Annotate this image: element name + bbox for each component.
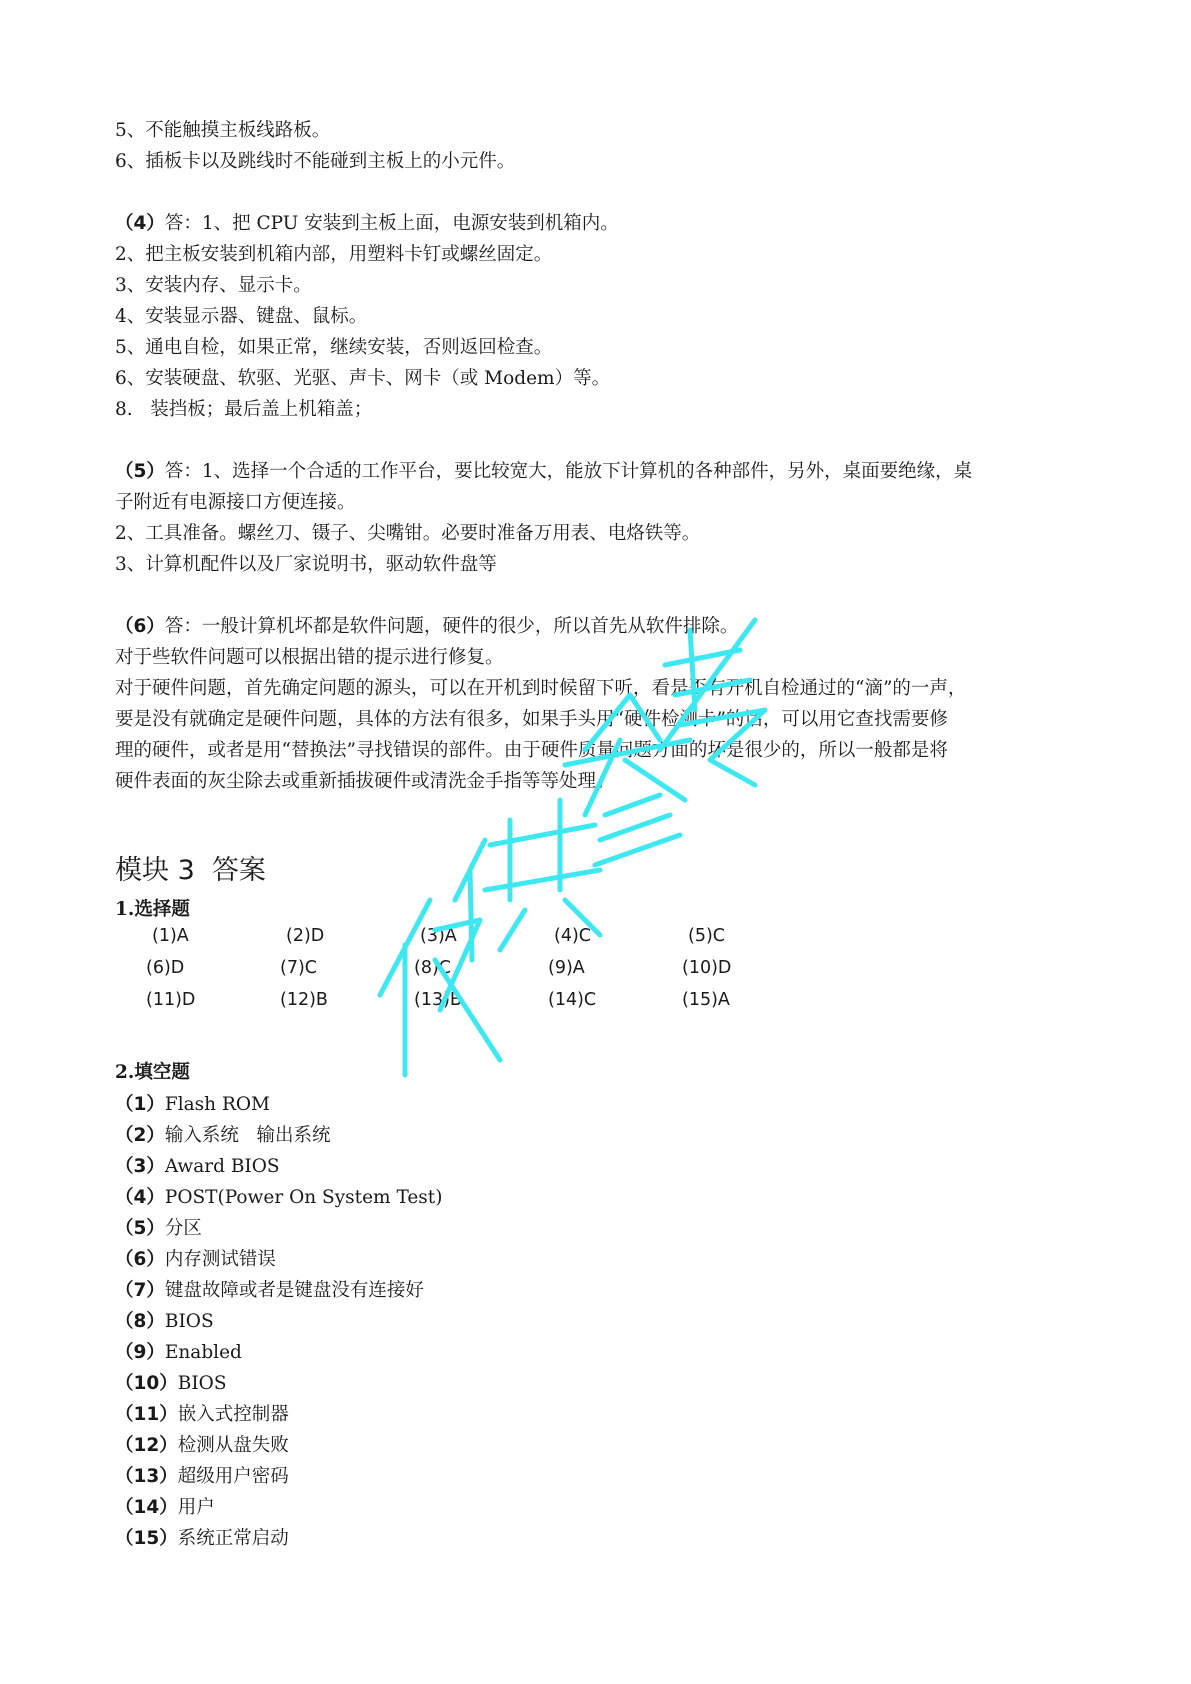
fill-answer (115, 1368, 1085, 1399)
module-title: 模块 3 答案 (115, 855, 266, 886)
fill-answer (115, 1430, 1085, 1461)
fill-number: （11） (115, 1404, 178, 1425)
text-line: 3、安装内存、显示卡。 (115, 275, 312, 296)
fill-answer (115, 1523, 1085, 1554)
choice-answer: (4)C (554, 926, 592, 946)
fill-number: （14） (115, 1497, 178, 1518)
text-line: 5、通电自检，如果正常，继续安装，否则返回检查。 (115, 337, 553, 358)
choice-answer: (13)B (414, 990, 462, 1010)
choice-answer: (2)D (286, 926, 325, 946)
fill-section-title: 2.填空题 (115, 1062, 190, 1083)
fill-number: （9） (115, 1342, 165, 1363)
answer-4-label: （4） (115, 213, 165, 234)
fill-text: 内存测试错误 (164, 1249, 276, 1270)
answer-5-text: 答：1、选择一个合适的工作平台，要比较宽大，能放下计算机的各种部件，另外，桌面要绝缘，桌 (164, 461, 973, 482)
fill-answer (115, 1182, 1085, 1213)
choice-answer: (15)A (682, 990, 730, 1010)
fill-answer (115, 1492, 1085, 1523)
text-line: 8. 装挡板；最后盖上机箱盖； (115, 399, 373, 420)
choice-answer: (8)C (414, 958, 452, 978)
fill-text: POST(Power On System Test) (164, 1187, 443, 1208)
text-line: 2、把主板安装到机箱内部，用塑料卡钉或螺丝固定。 (115, 244, 553, 265)
text-line: 对于些软件问题可以根据出错的提示进行修复。 (115, 647, 504, 668)
fill-text: 用户 (177, 1497, 215, 1518)
fill-answer (115, 1089, 1085, 1120)
text-line: 6、插板卡以及跳线时不能碰到主板上的小元件。 (115, 151, 516, 172)
fill-answer (115, 1151, 1085, 1182)
fill-number: （13） (115, 1466, 178, 1487)
fill-answer (115, 1337, 1085, 1368)
fill-text: BIOS (164, 1311, 214, 1332)
text-line: 4、安装显示器、键盘、鼠标。 (115, 306, 368, 327)
fill-number: （10） (115, 1373, 178, 1394)
fill-text: 系统正常启动 (177, 1528, 289, 1549)
choice-answer: (1)A (152, 926, 189, 946)
choice-answer: (14)C (548, 990, 597, 1010)
fill-answer (115, 1399, 1085, 1430)
fill-text: Flash ROM (164, 1094, 270, 1115)
text-line: 子附近有电源接口方便连接。 (115, 492, 356, 513)
answer-6-first-line (115, 611, 1085, 642)
choice-answer: (12)B (280, 990, 328, 1010)
fill-text: 键盘故障或者是键盘没有连接好 (164, 1280, 424, 1301)
choice-row-3 (146, 990, 766, 1010)
fill-text: 检测从盘失败 (177, 1435, 289, 1456)
choice-section-title: 1.选择题 (115, 899, 190, 920)
fill-answer (115, 1306, 1085, 1337)
fill-answer (115, 1275, 1085, 1306)
answer-4-first-line (115, 208, 1085, 239)
fill-answer (115, 1120, 1085, 1151)
text-line: 2、工具准备。螺丝刀、镊子、尖嘴钳。必要时准备万用表、电烙铁等。 (115, 523, 701, 544)
fill-number: （2） (115, 1125, 165, 1146)
choice-answer: (7)C (280, 958, 318, 978)
fill-text: 嵌入式控制器 (177, 1404, 289, 1425)
choice-answer: (11)D (146, 990, 196, 1010)
fill-text: Award BIOS (164, 1156, 280, 1177)
fill-number: （3） (115, 1156, 165, 1177)
fill-answer (115, 1244, 1085, 1275)
fill-number: （15） (115, 1528, 178, 1549)
choice-answer: (6)D (146, 958, 185, 978)
answer-4-text: 答：1、把 CPU 安装到主板上面，电源安装到机箱内。 (164, 213, 619, 234)
text-line: 5、不能触摸主板线路板。 (115, 120, 331, 141)
fill-text: Enabled (164, 1342, 242, 1363)
fill-number: （5） (115, 1218, 165, 1239)
fill-text: 超级用户密码 (177, 1466, 289, 1487)
choice-row-1 (152, 926, 772, 946)
answer-5-first-line (115, 456, 1085, 487)
answer-5-label: （5） (115, 461, 165, 482)
fill-answer (115, 1461, 1085, 1492)
answer-6-label: （6） (115, 616, 165, 637)
fill-number: （6） (115, 1249, 165, 1270)
fill-number: （8） (115, 1311, 165, 1332)
fill-number: （12） (115, 1435, 178, 1456)
choice-answer: (9)A (548, 958, 585, 978)
text-line: 6、安装硬盘、软驱、光驱、声卡、网卡（或 Modem）等。 (115, 368, 611, 389)
text-line: 要是没有就确定是硬件问题，具体的方法有很多，如果手头用“硬件检测卡”的话，可以用它查找需要修 (115, 709, 948, 730)
fill-number: （7） (115, 1280, 165, 1301)
text-line: 理的硬件，或者是用“替换法”寻找错误的部件。由于硬件质量问题方面的坏是很少的，所以一般都是将 (115, 740, 948, 761)
fill-number: （1） (115, 1094, 165, 1115)
fill-answer (115, 1213, 1085, 1244)
text-line: 硬件表面的灰尘除去或重新插拔硬件或清洗金手指等等处理。 (115, 771, 615, 792)
text-line: 对于硬件问题，首先确定问题的源头，可以在开机到时候留下听，看是否有开机自检通过的“滴”的一声， (115, 678, 967, 699)
fill-text: 分区 (164, 1218, 202, 1239)
fill-text: 输入系统 输出系统 (164, 1125, 331, 1146)
choice-row-2 (146, 958, 766, 978)
choice-answer: (5)C (688, 926, 726, 946)
choice-answer: (3)A (420, 926, 457, 946)
answer-6-text: 答：一般计算机坏都是软件问题，硬件的很少，所以首先从软件排除。 (164, 616, 739, 637)
text-line: 3、计算机配件以及厂家说明书，驱动软件盘等 (115, 554, 497, 575)
fill-number: （4） (115, 1187, 165, 1208)
choice-answer: (10)D (682, 958, 732, 978)
fill-text: BIOS (177, 1373, 227, 1394)
